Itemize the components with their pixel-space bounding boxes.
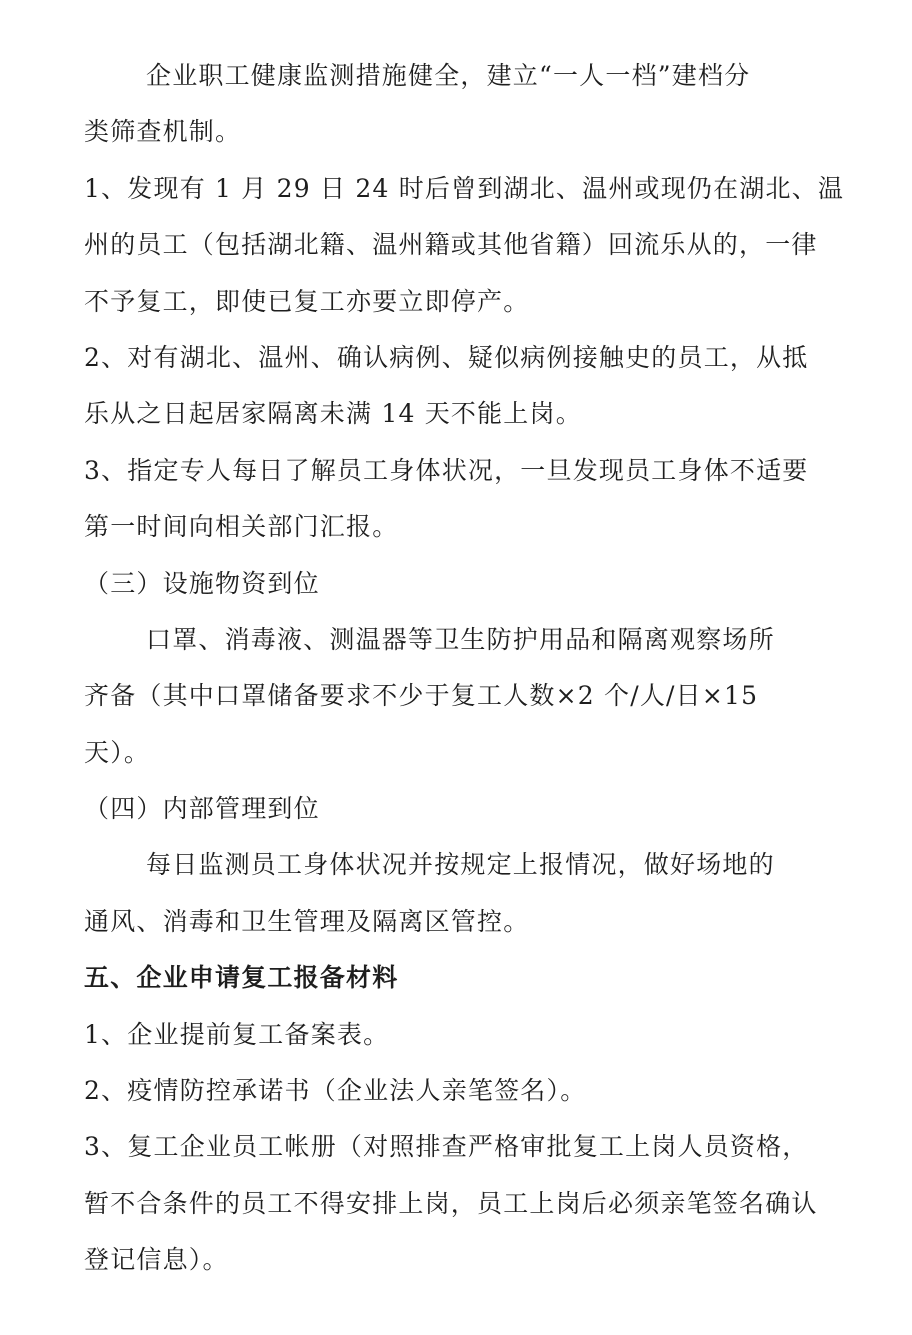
section-heading-supplies: （三）设施物资到位 bbox=[84, 568, 320, 598]
material-item-2: 2、疫情防控承诺书（企业法人亲笔签名）。 bbox=[84, 1076, 587, 1106]
material-item-1: 1、企业提前复工备案表。 bbox=[84, 1019, 390, 1049]
paragraph-internal-management-line-1: 每日监测员工身体状况并按规定上报情况，做好场地的 bbox=[146, 850, 775, 880]
item-1-line-3: 不予复工，即使已复工亦要立即停产。 bbox=[84, 286, 530, 316]
paragraph-supplies-line-2: 齐备（其中口罩储备要求不少于复工人数×2 个/人/日×15 bbox=[84, 681, 759, 711]
material-item-3-line-3: 登记信息）。 bbox=[84, 1245, 229, 1275]
material-item-3-line-1: 3、复工企业员工帐册（对照排查严格审批复工上岗人员资格， bbox=[84, 1132, 809, 1162]
paragraph-internal-management-line-2: 通风、消毒和卫生管理及隔离区管控。 bbox=[84, 906, 530, 936]
paragraph-health-monitoring-line-1: 企业职工健康监测措施健全，建立“一人一档”建档分 bbox=[146, 61, 751, 90]
item-1-line-2: 州的员工（包括湖北籍、温州籍或其他省籍）回流乐从的，一律 bbox=[84, 230, 818, 260]
item-1-line-1: 1、发现有 1 月 29 日 24 时后曾到湖北、温州或现仍在湖北、温 bbox=[84, 173, 845, 203]
section-heading-filing-materials: 五、企业申请复工报备材料 bbox=[84, 963, 399, 993]
paragraph-health-monitoring-line-2: 类筛查机制。 bbox=[84, 117, 242, 147]
item-3-line-2: 第一时间向相关部门汇报。 bbox=[84, 512, 399, 542]
item-3-line-1: 3、指定专人每日了解员工身体状况，一旦发现员工身体不适要 bbox=[84, 455, 809, 485]
paragraph-supplies-line-1: 口罩、消毒液、测温器等卫生防护用品和隔离观察场所 bbox=[146, 624, 775, 654]
item-2-line-2: 乐从之日起居家隔离未满 14 天不能上岗。 bbox=[84, 399, 582, 429]
paragraph-supplies-line-3: 天）。 bbox=[84, 737, 151, 767]
material-item-3-line-2: 暂不合条件的员工不得安排上岗，员工上岗后必须亲笔签名确认 bbox=[84, 1188, 818, 1218]
item-2-line-1: 2、对有湖北、温州、确认病例、疑似病例接触史的员工，从抵 bbox=[84, 342, 809, 372]
section-heading-internal-management: （四）内部管理到位 bbox=[84, 794, 320, 824]
